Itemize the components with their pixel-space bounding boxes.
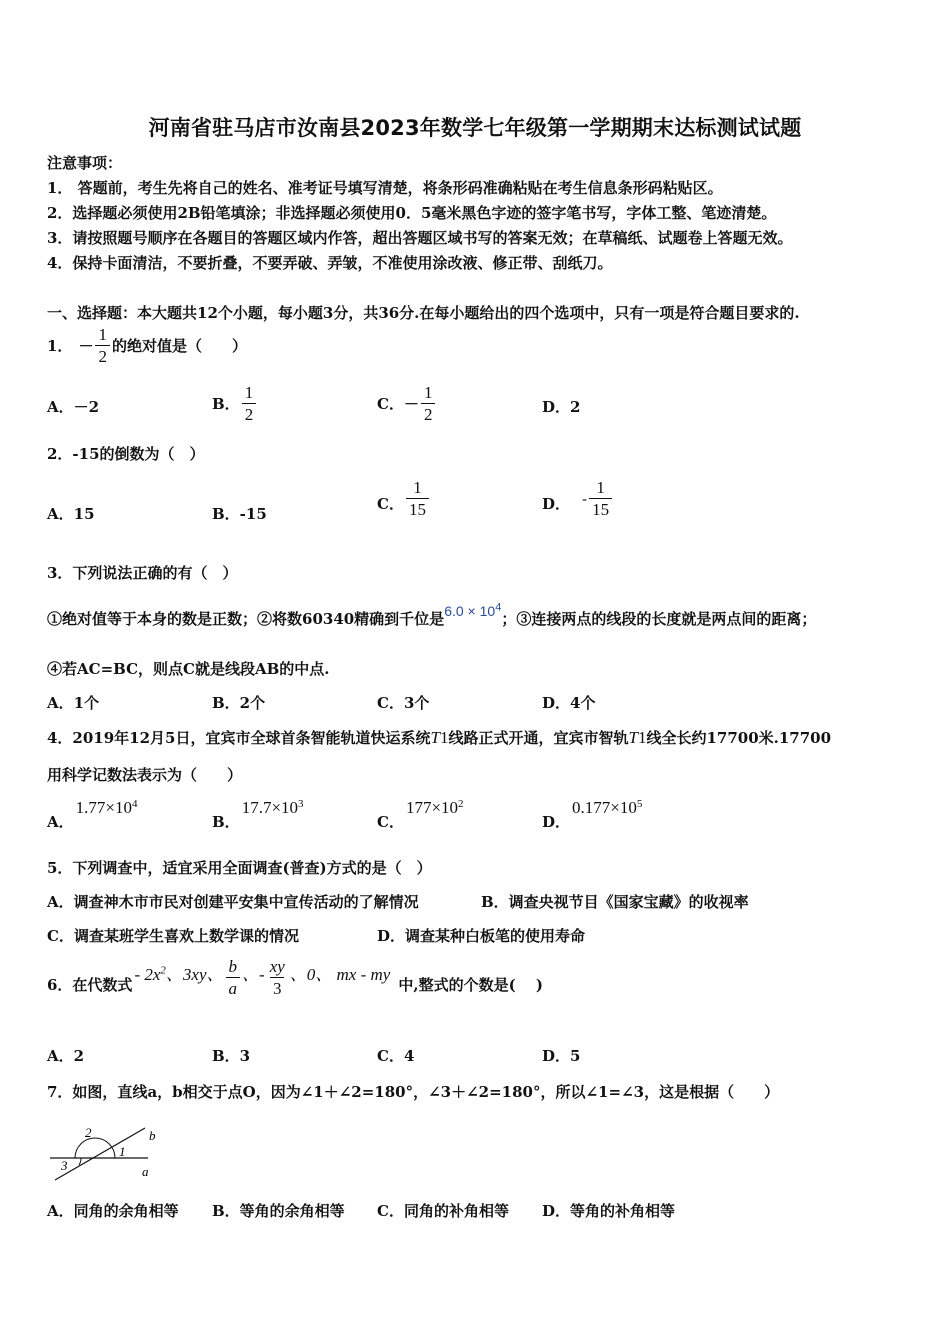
note-item: 4．保持卡面清洁，不要折叠，不要弄破、弄皱，不准使用涂改液、修正带、刮纸刀。 (47, 254, 613, 272)
sci-exponent: 2 (458, 798, 464, 810)
t1-letter: T (628, 728, 638, 747)
question-5: 5．下列调查中，适宜采用全面调查(普查)方式的是（ ） (47, 859, 432, 877)
angle-figure (45, 1120, 170, 1182)
t1-number: 1 (439, 728, 449, 747)
sci-exponent: 5 (636, 798, 643, 810)
line-b (55, 1128, 145, 1180)
question-text: 用科学记数法表示为（ ） (47, 766, 243, 784)
option-b[interactable] (212, 797, 304, 831)
t1-number: 1 (637, 728, 647, 747)
fraction (95, 326, 110, 365)
option-label: C． (377, 395, 404, 413)
question-number: 1． (47, 337, 73, 355)
denominator: 15 (406, 498, 429, 518)
approx-exponent: 4 (495, 601, 502, 614)
expression (134, 960, 223, 985)
option-a[interactable]: A．调查神木市市民对创建平安集中宣传活动的了解情况 (47, 893, 419, 911)
sci-exponent: 4 (131, 798, 138, 810)
approx-value (444, 603, 501, 619)
option-b[interactable]: B．等角的余角相等 (212, 1202, 345, 1220)
option-c[interactable]: C．4 (377, 1047, 415, 1065)
fraction (406, 479, 429, 518)
question-6 (47, 958, 543, 997)
question-7: 7．如图，直线a，b相交于点O，因为∠1＋∠2=180°，∠3＋∠2=180°，所以∠1=∠3，这是根据（ ） (47, 1083, 780, 1101)
option-label: B． (212, 813, 240, 831)
denominator: 15 (589, 498, 612, 518)
statement-text: ；③连接两点的线段的长度就是两点间的距离； (501, 610, 817, 628)
option-label: B． (212, 395, 240, 413)
label-a: a (142, 1164, 149, 1179)
fraction (421, 384, 436, 423)
section-heading: 一、选择题：本大题共12个小题，每小题3分，共36分.在每小题给出的四个选项中，只有一项是符合题目要求的. (47, 304, 800, 322)
numerator: 1 (244, 383, 254, 402)
expression-part: 、0、 mx - my (289, 965, 391, 984)
denominator: 2 (95, 345, 110, 365)
option-a[interactable]: A．15 (47, 505, 95, 523)
t1-letter: T (430, 728, 440, 747)
sci-base: 1.77×10 (75, 798, 132, 817)
fraction (267, 958, 288, 997)
option-b[interactable]: B．3 (212, 1047, 251, 1065)
option-d[interactable]: D．等角的补角相等 (542, 1202, 676, 1220)
option-b[interactable] (212, 384, 258, 423)
option-d[interactable]: D．2 (542, 398, 581, 416)
option-c[interactable] (377, 797, 464, 831)
option-b[interactable]: B．调查央视节目《国家宝藏》的收视率 (481, 893, 749, 911)
fraction (589, 479, 612, 518)
expression-part: - 2x (134, 965, 161, 984)
page-title: 河南省驻马店市汝南县2023年数学七年级第一学期期末达标测试试题 (148, 116, 802, 140)
sci-base: 17.7×10 (241, 798, 299, 817)
expression-part: 、- (242, 965, 265, 984)
option-label: A． (47, 813, 74, 831)
option-d[interactable]: D．5 (542, 1047, 581, 1065)
label-3: 3 (61, 1158, 68, 1173)
question-2: 2．-15的倒数为（ ） (47, 445, 205, 463)
note-item: 2．选择题必须使用2B铅笔填涂；非选择题必须使用0．5毫米黑色字迹的签字笔书写，字体工整、笔迹清楚。 (47, 204, 777, 222)
label-b: b (149, 1128, 156, 1143)
t1-symbol (628, 728, 646, 747)
question-3: 3．下列说法正确的有（ ） (47, 564, 238, 582)
option-a[interactable] (47, 797, 138, 831)
exponent: 2 (160, 964, 166, 977)
statement-text: ①绝对值等于本身的数是正数；②将数60340精确到千位是 (47, 610, 445, 628)
notes-heading: 注意事项： (47, 154, 123, 172)
angle-arc-2 (75, 1138, 115, 1158)
question-text: 6．在代数式 (47, 976, 133, 994)
approx-base: 6.0 × 10 (444, 603, 496, 619)
denominator: 3 (270, 977, 285, 997)
statement-line (47, 601, 817, 629)
option-d[interactable]: D．4个 (542, 694, 596, 712)
question-text: 的绝对值是（ ） (111, 337, 247, 355)
minus-sign: - (582, 489, 588, 508)
option-a[interactable]: A．－2 (47, 398, 100, 416)
option-c[interactable] (377, 479, 431, 518)
option-a[interactable]: A．同角的余角相等 (47, 1202, 179, 1220)
question-text: 线全长约17700米.17700 (646, 729, 832, 747)
denominator: 2 (421, 403, 436, 423)
option-b[interactable]: B．-15 (212, 505, 267, 523)
option-c[interactable]: C．同角的补角相等 (377, 1202, 509, 1220)
option-c[interactable]: C．调查某班学生喜欢上数学课的情况 (47, 927, 299, 945)
numerator: xy (269, 957, 285, 976)
option-label: D． (542, 813, 571, 831)
statement-line: ④若AC=BC，则点C就是线段AB的中点. (47, 660, 330, 678)
option-b[interactable]: B．2个 (212, 694, 266, 712)
fraction (226, 958, 241, 997)
question-text: 4．2019年12月5日，宜宾市全球首条智能轨道快运系统 (47, 729, 431, 747)
minus-sign: － (403, 395, 419, 413)
denominator: a (226, 977, 241, 997)
expression-part: 、3xy、 (165, 965, 224, 984)
fraction (242, 384, 257, 423)
label-1: 1 (119, 1144, 126, 1159)
minus-sign: － (78, 337, 94, 355)
denominator: 2 (242, 403, 257, 423)
option-a[interactable]: A．1个 (47, 694, 100, 712)
note-item: 3．请按照题号顺序在各题目的答题区域内作答，超出答题区域书写的答案无效；在草稿纸、试题卷上答题无效。 (47, 229, 793, 247)
option-c[interactable] (377, 384, 437, 423)
numerator: 1 (423, 383, 433, 402)
option-label: C． (377, 813, 404, 831)
numerator: 1 (413, 478, 422, 497)
angle-arc-3 (79, 1158, 81, 1165)
option-d[interactable] (542, 797, 643, 831)
t1-symbol (431, 728, 449, 747)
sci-base: 0.177×10 (572, 798, 637, 817)
label-2: 2 (85, 1125, 92, 1140)
option-label: C． (377, 495, 404, 513)
numerator: 1 (98, 325, 107, 344)
numerator: 1 (596, 478, 605, 497)
question-4 (47, 727, 831, 748)
note-item: 1． 答题前，考生先将自己的姓名、准考证号填写清楚，将条形码准确粘贴在考生信息条形码粘贴区。 (47, 179, 723, 197)
question-1 (47, 326, 247, 365)
option-label: D． (542, 495, 571, 513)
option-d[interactable]: D．调查某种白板笔的使用寿命 (377, 927, 586, 945)
sci-exponent: 3 (298, 798, 304, 810)
option-c[interactable]: C．3个 (377, 694, 430, 712)
question-text: 线路正式开通，宜宾市智轨 (448, 729, 629, 747)
option-a[interactable]: A．2 (47, 1047, 85, 1065)
option-d[interactable] (542, 479, 614, 518)
numerator: b (228, 957, 238, 976)
question-text: 中,整式的个数是( ) (398, 976, 543, 994)
sci-base: 177×10 (405, 798, 459, 817)
